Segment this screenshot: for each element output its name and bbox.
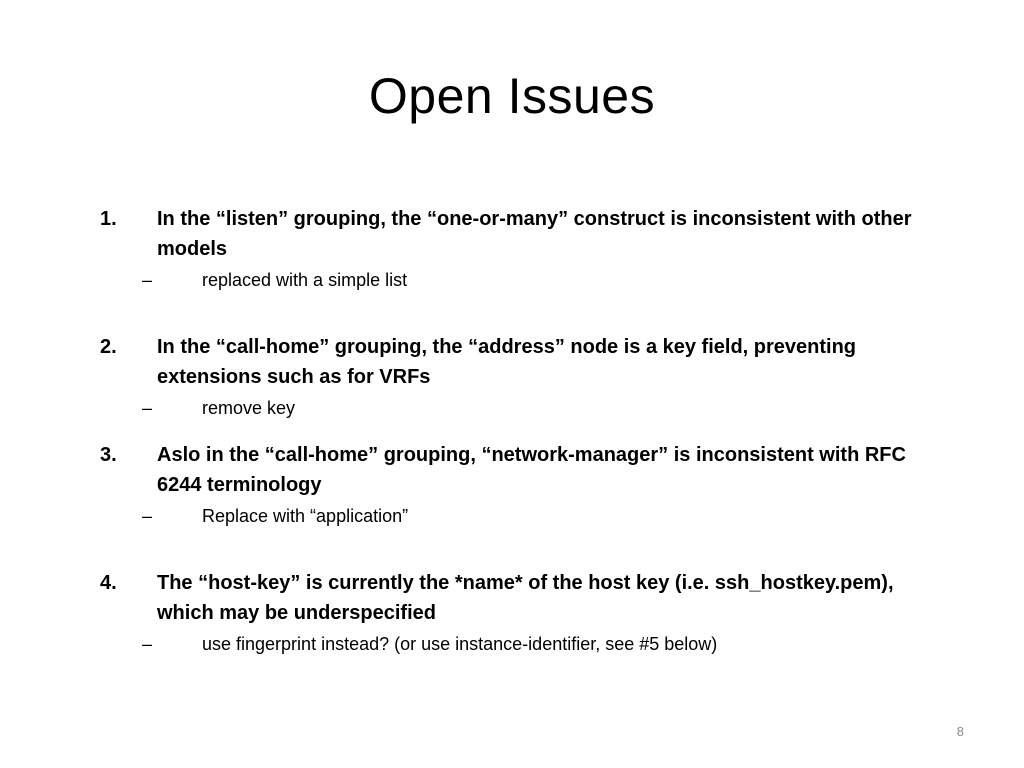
sub-bullet-dash: – [142, 398, 153, 418]
issue-sub-item [100, 504, 940, 528]
issue-item [100, 440, 940, 528]
slide-title: Open Issues [368, 68, 656, 124]
issue-number: 2. [100, 336, 117, 358]
issue-sub-text: remove key [202, 398, 296, 418]
issue-item [100, 332, 940, 420]
list-spacer [100, 292, 940, 332]
list-spacer [100, 528, 940, 568]
sub-bullet-dash: – [142, 270, 153, 290]
issue-item [100, 568, 940, 656]
page-number: 8 [956, 724, 964, 739]
issue-sub-text: Replace with “application” [202, 506, 409, 526]
issue-item [100, 204, 940, 292]
issue-text: In the “listen” grouping, the “one-or-many” construct is inconsistent with other models [157, 208, 912, 260]
sub-bullet-dash: – [142, 506, 153, 526]
issue-number: 1. [100, 208, 117, 230]
issue-text: The “host-key” is currently the *name* of the host key (i.e. ssh_hostkey.pem), which may be underspecified [157, 572, 894, 624]
issue-sub-item [100, 632, 940, 656]
issues-list [100, 204, 940, 656]
issue-sub-text: use fingerprint instead? (or use instance-identifier, see #5 below) [202, 634, 718, 654]
issue-text: Aslo in the “call-home” grouping, “network-manager” is inconsistent with RFC 6244 terminology [157, 444, 906, 496]
issue-sub-item [100, 268, 940, 292]
issue-sub-text: replaced with a simple list [202, 270, 408, 290]
list-spacer [100, 420, 940, 440]
issue-number: 4. [100, 572, 117, 594]
issue-text: In the “call-home” grouping, the “address” node is a key field, preventing extensions such as for VRFs [157, 336, 857, 388]
sub-bullet-dash: – [142, 634, 153, 654]
issue-number: 3. [100, 444, 117, 466]
issue-sub-item [100, 396, 940, 420]
